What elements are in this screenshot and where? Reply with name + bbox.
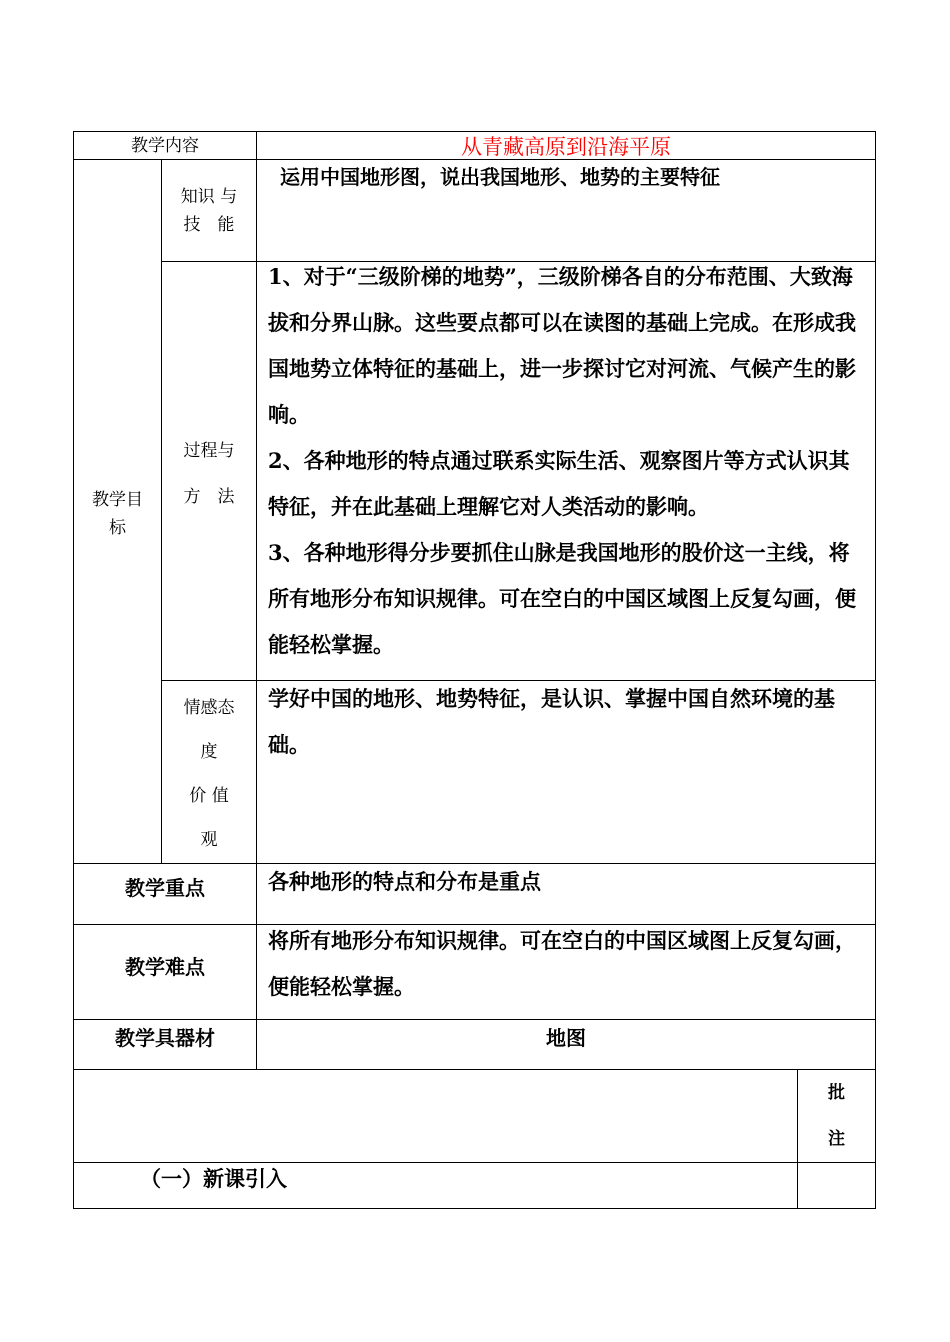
- annotation-label: [798, 1070, 875, 1162]
- annotation-label-line1: 批: [828, 1083, 845, 1103]
- key-point-label: 教学重点: [125, 876, 205, 900]
- difficulty-label: 教学难点: [125, 954, 205, 979]
- knowledge-label-line2: 技 能: [183, 215, 235, 235]
- process-paragraph: 2、各种地形的特点通过联系实际生活、观察图片等方式认识其特征，并在此基础上理解它对人类活动的影响。: [268, 448, 850, 519]
- attitude-label-line4: 观: [200, 830, 218, 850]
- attitude-label-line2: 度: [200, 742, 218, 762]
- key-point-text: 各种地形的特点和分布是重点: [268, 869, 541, 894]
- table-bottom-border: [73, 1208, 876, 1209]
- lesson-title: 从青藏高原到沿海平原: [461, 134, 671, 159]
- equipment-text: 地图: [546, 1025, 586, 1050]
- attitude-label: [162, 686, 256, 862]
- equipment-label: 教学具器材: [115, 1025, 215, 1050]
- objectives-label-line1: 教学目: [92, 490, 143, 510]
- process-paragraph: 3、各种地形得分步要抓住山脉是我国地形的股价这一主线，将所有地形分布知识规律。可在空白的中国区域图上反复勾画，便能轻松掌握。: [268, 540, 856, 657]
- table-right-border: [875, 131, 876, 1209]
- process-label-line2: 方 法: [183, 487, 235, 507]
- process-label-line1: 过程与: [183, 441, 235, 461]
- knowledge-text: 运用中国地形图，说出我国地形、地势的主要特征: [280, 165, 720, 189]
- knowledge-label-line1: 知识 与: [180, 187, 238, 207]
- annotation-label-line2: 注: [828, 1129, 845, 1149]
- process-label: [162, 428, 256, 520]
- process-text: [268, 254, 868, 668]
- difficulty-text: 将所有地形分布知识规律。可在空白的中国区域图上反复勾画，便能轻松掌握。: [268, 928, 856, 999]
- attitude-label-line3: 价 值: [189, 786, 229, 806]
- objectives-label: [74, 486, 161, 542]
- knowledge-label: [162, 183, 256, 239]
- content-label: 教学内容: [131, 135, 199, 156]
- row-divider: [73, 1069, 876, 1070]
- column-divider: [256, 131, 257, 1069]
- process-paragraph: 1、对于“三级阶梯的地势”，三级阶梯各自的分布范围、大致海拔和分界山脉。这些要点都可以在读图的基础上完成。在形成我国地势立体特征的基础上，进一步探讨它对河流、气候产生的影响。: [268, 264, 856, 427]
- section-heading: （一）新课引入: [140, 1166, 287, 1191]
- objectives-label-line2: 标: [109, 518, 126, 538]
- attitude-text: 学好中国的地形、地势特征，是认识、掌握中国自然环境的基础。: [268, 686, 835, 757]
- attitude-label-line1: 情感态: [183, 698, 235, 718]
